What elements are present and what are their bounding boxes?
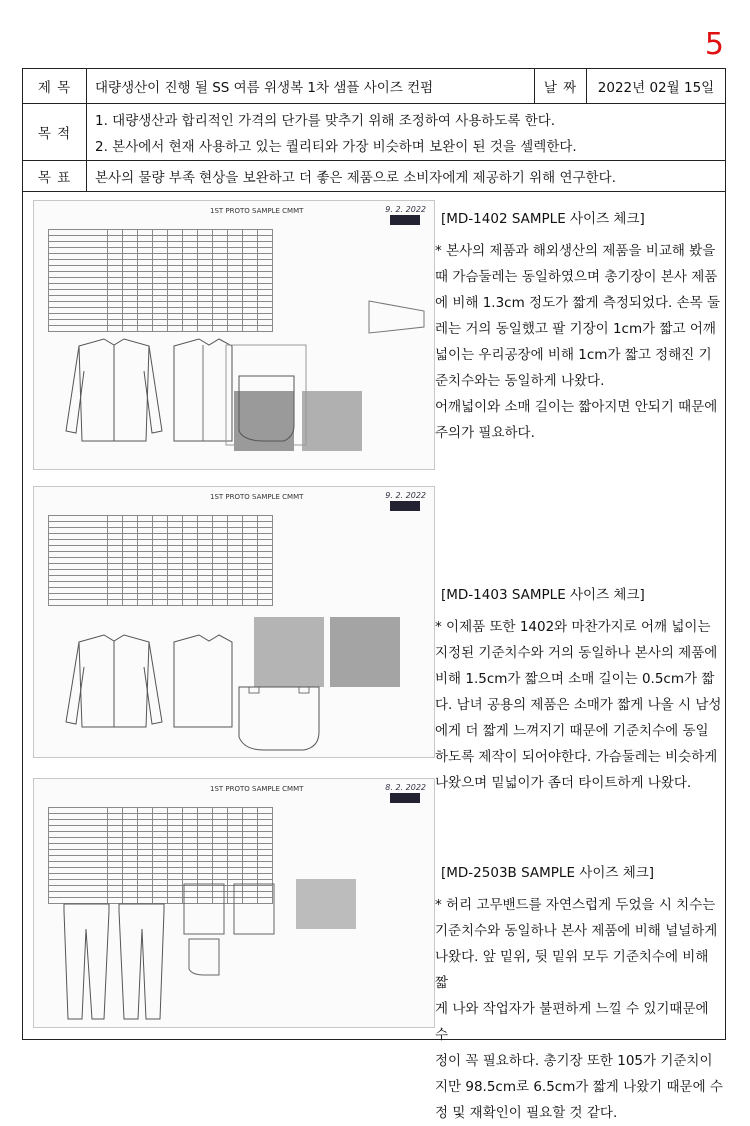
- desc-line: 나왔다. 앞 밑위, 뒷 밑위 모두 기준치수에 비해 짧: [435, 949, 709, 991]
- desc-line: 다. 남녀 공용의 제품은 소매가 짧게 나올 시 남성: [435, 697, 722, 713]
- brand-logo: [390, 793, 420, 803]
- jacket-sketch-icon: [64, 331, 234, 451]
- desc-line: 게 나와 작업자가 불편하게 느낄 수 있기때문에 수: [435, 1001, 709, 1043]
- desc-line: * 본사의 제품과 해외생산의 제품을 비교해 봤을: [435, 243, 716, 259]
- spec-sheet-scan: [33, 778, 435, 1028]
- goal-text: 본사의 물량 부족 현상을 보완하고 더 좋은 제품으로 소비자에게 제공하기 위해 연구한다.: [95, 170, 616, 186]
- desc-line: 어깨넓이와 소매 길이는 짧아지면 안되기 때문에: [435, 399, 718, 415]
- report-title: 대량생산이 진행 될 SS 여름 위생복 1차 샘플 사이즈 컨펌: [87, 69, 535, 103]
- scan-title: 1ST PROTO SAMPLE CMMT: [210, 785, 304, 793]
- title-label: 제 목: [23, 69, 87, 103]
- desc-line: 지정된 기준치수와 거의 동일하나 본사의 제품에: [435, 645, 718, 661]
- desc-line: * 이제품 또한 1402와 마찬가지로 어깨 넓이는: [435, 619, 711, 635]
- goal-row: [23, 161, 725, 192]
- goal-label: 목 표: [23, 161, 87, 191]
- desc-line: 비해 1.5cm가 짧으며 소매 길이는 0.5cm가 짧: [435, 671, 715, 687]
- pocket-sketch-icon: [174, 879, 284, 979]
- section-description: [435, 206, 723, 446]
- desc-line: 에 비해 1.3cm 정도가 짧게 측정되었다. 손목 둘: [435, 295, 721, 311]
- title-row: [23, 69, 725, 104]
- desc-line: 때 가슴둘레는 동일하였으며 총기장이 본사 제품: [435, 269, 718, 285]
- section-heading: [MD-1402 SAMPLE 사이즈 체크]: [441, 211, 645, 227]
- fabric-photo: [296, 879, 356, 929]
- desc-line: 정 및 재확인이 필요할 것 같다.: [435, 1105, 618, 1121]
- fabric-photo: [330, 617, 400, 687]
- scan-title: 1ST PROTO SAMPLE CMMT: [210, 493, 304, 501]
- pants-sketch-icon: [54, 899, 174, 1024]
- section-md-1402: [23, 192, 725, 482]
- desc-line: 지만 98.5cm로 6.5cm가 짧게 나왔기 때문에 수: [435, 1079, 723, 1095]
- pocket-sketch-icon: [229, 682, 339, 757]
- date-label: 날 짜: [535, 69, 587, 103]
- report-frame: [22, 68, 726, 1121]
- section-md-2503b: [23, 772, 725, 1121]
- scan-date: 9. 2. 2022: [385, 205, 426, 214]
- desc-line: 하도록 제작이 되어야한다. 가슴둘레는 비슷하게: [435, 749, 718, 765]
- desc-line: 나왔으며 밑넓이가 좀더 타이트하게 나왔다.: [435, 775, 692, 791]
- section-description: [435, 860, 723, 1126]
- desc-line: 에게 더 짧게 느껴지기 때문에 기준치수에 동일: [435, 723, 709, 739]
- scan-date: 8. 2. 2022: [385, 783, 426, 792]
- section-heading: [MD-2503B SAMPLE 사이즈 체크]: [441, 865, 655, 881]
- scan-date: 9. 2. 2022: [385, 491, 426, 500]
- fabric-photo: [254, 617, 324, 687]
- purpose-label: 목 적: [23, 104, 87, 160]
- spec-table: [48, 515, 273, 606]
- spec-sheet-scan: [33, 200, 435, 470]
- report-date: 2022년 02월 15일: [597, 80, 715, 96]
- desc-line: * 허리 고무밴드를 자연스럽게 두었을 시 치수는: [435, 897, 716, 913]
- desc-line: 주의가 필요하다.: [435, 425, 535, 441]
- pocket-sketch-icon: [224, 341, 404, 461]
- spec-sheet-scan: [33, 486, 435, 758]
- brand-logo: [390, 501, 420, 511]
- purpose-text: [87, 104, 725, 160]
- spec-table: [48, 229, 273, 332]
- section-description: [435, 582, 723, 796]
- section-heading: [MD-1403 SAMPLE 사이즈 체크]: [441, 587, 645, 603]
- page-number: 5: [704, 27, 724, 62]
- desc-line: 레는 거의 동일했고 팔 기장이 1cm가 짧고 어깨: [435, 321, 716, 337]
- jacket-sketch-icon: [64, 627, 234, 737]
- scan-title: 1ST PROTO SAMPLE CMMT: [210, 207, 304, 215]
- purpose-row: [23, 104, 725, 161]
- cuff-sketch-icon: [364, 291, 434, 341]
- desc-line: 넓이는 우리공장에 비해 1cm가 짧고 정해진 기: [435, 347, 712, 363]
- brand-logo: [390, 215, 420, 225]
- desc-line: 준치수와는 동일하게 나왔다.: [435, 373, 605, 389]
- desc-line: 기준치수와 동일하나 본사 제품에 비해 널널하게: [435, 923, 718, 939]
- purpose-line-1: 1. 대량생산과 합리적인 가격의 단가를 맞추기 위해 조정하여 사용하도록 한다.: [95, 113, 556, 129]
- desc-line: 정이 꼭 필요하다. 총기장 또한 105가 기준치이: [435, 1053, 713, 1069]
- purpose-line-2: 2. 본사에서 현재 사용하고 있는 퀄리티와 가장 비슷하며 보완이 된 것을 셀렉한다.: [95, 139, 577, 155]
